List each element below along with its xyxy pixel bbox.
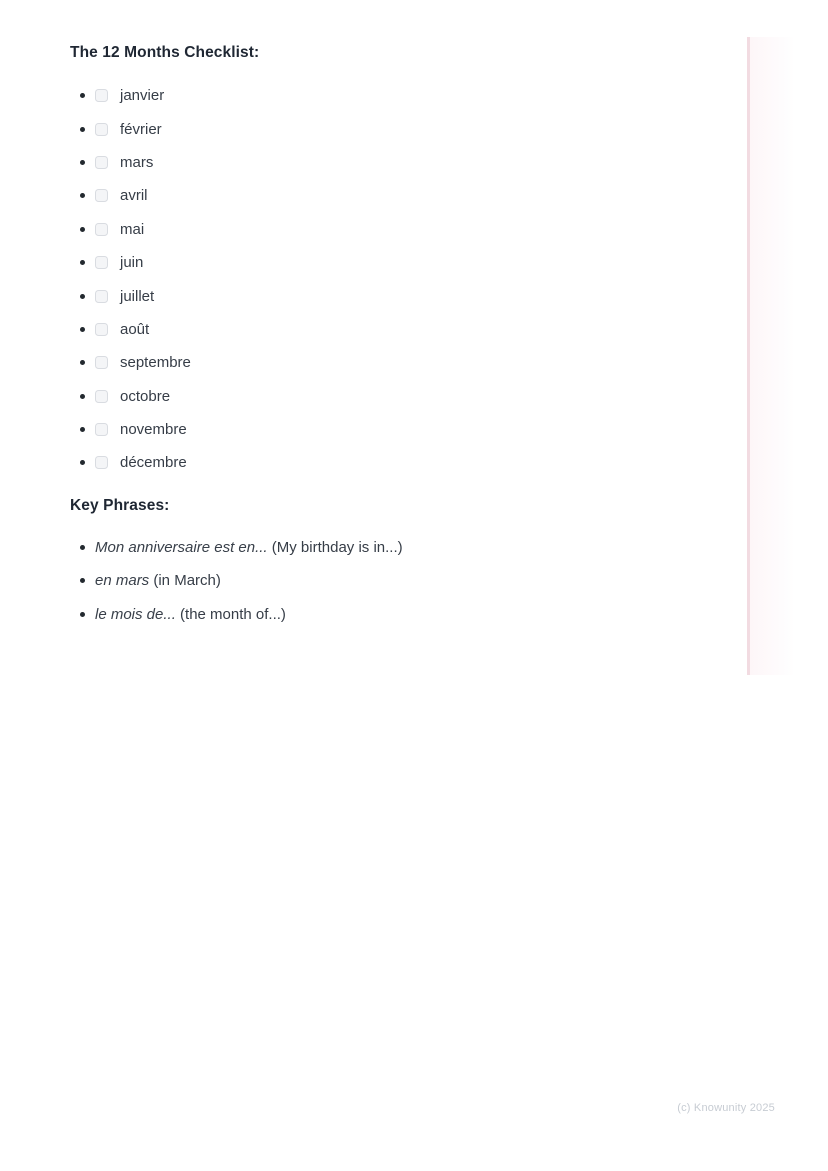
checkbox-octobre[interactable] <box>95 390 108 403</box>
month-label: octobre <box>120 387 171 405</box>
month-label: mars <box>120 153 154 171</box>
checkbox-mai[interactable] <box>95 223 108 236</box>
phrase-english: (My birthday is in...) <box>267 538 403 556</box>
list-item <box>70 246 690 279</box>
list-item <box>70 313 690 346</box>
phrase-french: Mon anniversaire est en... <box>95 538 268 556</box>
month-label: avril <box>120 187 148 205</box>
checklist-title: The 12 Months Checklist: <box>70 44 260 61</box>
bullet-icon <box>80 394 85 399</box>
document-content <box>70 44 690 631</box>
month-label: septembre <box>120 354 191 372</box>
phrase-english: (in March) <box>149 572 221 590</box>
checkbox-juin[interactable] <box>95 256 108 269</box>
month-label: mai <box>120 220 145 238</box>
bullet-icon <box>80 294 85 299</box>
bullet-icon <box>80 260 85 265</box>
month-label: juillet <box>120 287 155 305</box>
bullet-icon <box>80 227 85 232</box>
bullet-icon <box>80 193 85 198</box>
list-item <box>70 598 690 632</box>
list-item <box>70 213 690 246</box>
list-item <box>70 446 690 479</box>
list-item <box>70 380 690 413</box>
list-item <box>70 279 690 312</box>
phrase-french: en mars <box>95 572 150 590</box>
right-accent-wash <box>750 37 795 675</box>
phrase-french: le mois de... <box>95 605 176 623</box>
month-label: novembre <box>120 421 187 439</box>
bullet-icon <box>80 127 85 132</box>
bullet-icon <box>80 460 85 465</box>
months-checklist <box>70 79 690 480</box>
list-item <box>70 112 690 145</box>
month-label: juin <box>120 254 144 272</box>
bullet-icon <box>80 578 85 583</box>
phrase-english: (the month of...) <box>175 605 286 623</box>
bullet-icon <box>80 360 85 365</box>
month-label: février <box>120 120 162 138</box>
bullet-icon <box>80 160 85 165</box>
month-label: août <box>120 320 150 338</box>
checkbox-fevrier[interactable] <box>95 123 108 136</box>
list-item <box>70 79 690 112</box>
bullet-icon <box>80 545 85 550</box>
checkbox-juillet[interactable] <box>95 290 108 303</box>
copyright-notice: (c) Knowunity 2025 <box>677 1102 775 1114</box>
list-item <box>70 564 690 598</box>
list-item <box>70 346 690 379</box>
bullet-icon <box>80 327 85 332</box>
bullet-icon <box>80 93 85 98</box>
key-phrases-title: Key Phrases: <box>70 496 170 514</box>
key-phrases-list <box>70 531 690 632</box>
checkbox-decembre[interactable] <box>95 456 108 469</box>
month-label: décembre <box>120 454 187 472</box>
checkbox-novembre[interactable] <box>95 423 108 436</box>
checkbox-avril[interactable] <box>95 189 108 202</box>
bullet-icon <box>80 612 85 617</box>
bullet-icon <box>80 427 85 432</box>
list-item <box>70 146 690 179</box>
month-label: janvier <box>120 87 165 105</box>
checkbox-septembre[interactable] <box>95 356 108 369</box>
checkbox-aout[interactable] <box>95 323 108 336</box>
list-item <box>70 413 690 446</box>
checkbox-mars[interactable] <box>95 156 108 169</box>
list-item <box>70 179 690 212</box>
checkbox-janvier[interactable] <box>95 89 108 102</box>
list-item <box>70 531 690 565</box>
